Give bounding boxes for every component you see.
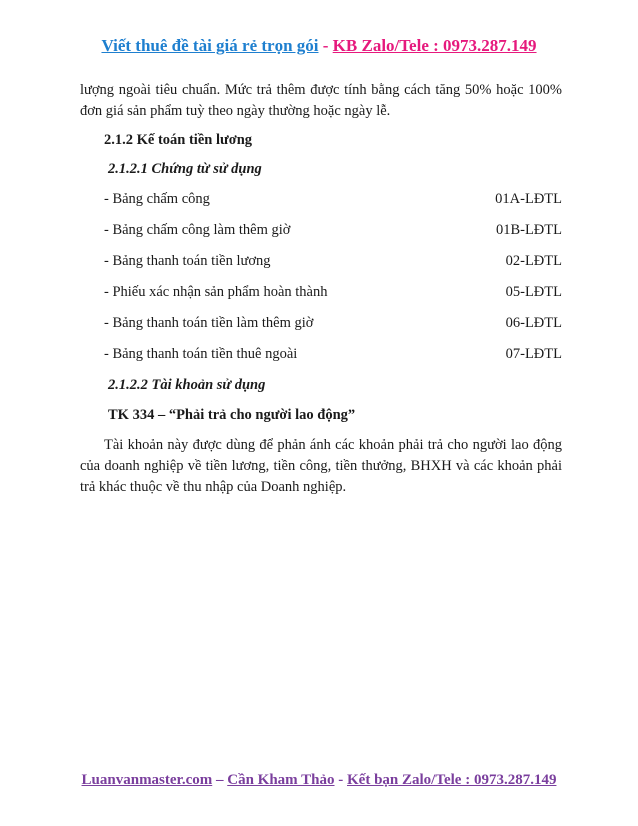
list-item	[80, 313, 562, 334]
account-title: TK 334 – “Phải trả cho người lao động”	[108, 407, 356, 423]
section-title: 2.1.2 Kế toán tiền lương	[104, 132, 253, 148]
document-code: 01B-LĐTL	[495, 222, 562, 238]
document-name: - Bảng chấm công	[104, 191, 210, 207]
header-link-service[interactable]: Viết thuê đề tài giá rẻ trọn gói	[101, 36, 319, 55]
header-link-contact[interactable]: KB Zalo/Tele : 0973.287.149	[332, 36, 537, 55]
list-item	[80, 189, 562, 210]
account-description: Tài khoản này được dùng để phản ánh các khoản phải trả cho người lao động của doanh nghiệp về tiền lương, tiền công, tiền thưởng, BHXH và các khoản phải trả khác thuộc về thu nhập của Doanh nghiệp.	[80, 437, 562, 495]
subsection-documents-title: 2.1.2.1 Chứng từ sử dụng	[108, 161, 262, 177]
footer-contact-link[interactable]: Kết bạn Zalo/Tele : 0973.287.149	[347, 772, 557, 788]
page-footer	[0, 772, 638, 789]
documents-list	[80, 189, 562, 365]
document-code: 05-LĐTL	[505, 284, 562, 300]
list-item	[80, 251, 562, 272]
document-code: 06-LĐTL	[505, 315, 562, 331]
list-item	[80, 344, 562, 365]
document-code: 01A-LĐTL	[495, 191, 562, 207]
document-code: 02-LĐTL	[505, 253, 562, 269]
document-body	[80, 80, 562, 498]
list-item	[80, 282, 562, 303]
footer-separator: -	[334, 772, 347, 788]
header-separator: -	[318, 36, 333, 55]
list-item	[80, 220, 562, 241]
subsection-account-title: 2.1.2.2 Tài khoản sử dụng	[108, 377, 266, 393]
document-name: - Bảng chấm công làm thêm giờ	[104, 222, 291, 238]
document-name: - Bảng thanh toán tiền thuê ngoài	[104, 346, 298, 362]
document-name: - Bảng thanh toán tiền làm thêm giờ	[104, 315, 314, 331]
document-name: - Phiếu xác nhận sản phẩm hoàn thành	[104, 284, 328, 300]
footer-dash: –	[212, 772, 228, 788]
document-name: - Bảng thanh toán tiền lương	[104, 253, 271, 269]
page-header	[0, 36, 638, 56]
footer-site-link[interactable]: Luanvanmaster.com	[81, 772, 213, 788]
footer-author-name: Cần Kham Thảo	[227, 772, 335, 788]
document-code: 07-LĐTL	[505, 346, 562, 362]
intro-paragraph: lượng ngoài tiêu chuẩn. Mức trả thêm được tính bằng cách tăng 50% hoặc 100% đơn giá sản phẩm tuỳ theo ngày thường hoặc ngày lễ.	[80, 82, 562, 119]
